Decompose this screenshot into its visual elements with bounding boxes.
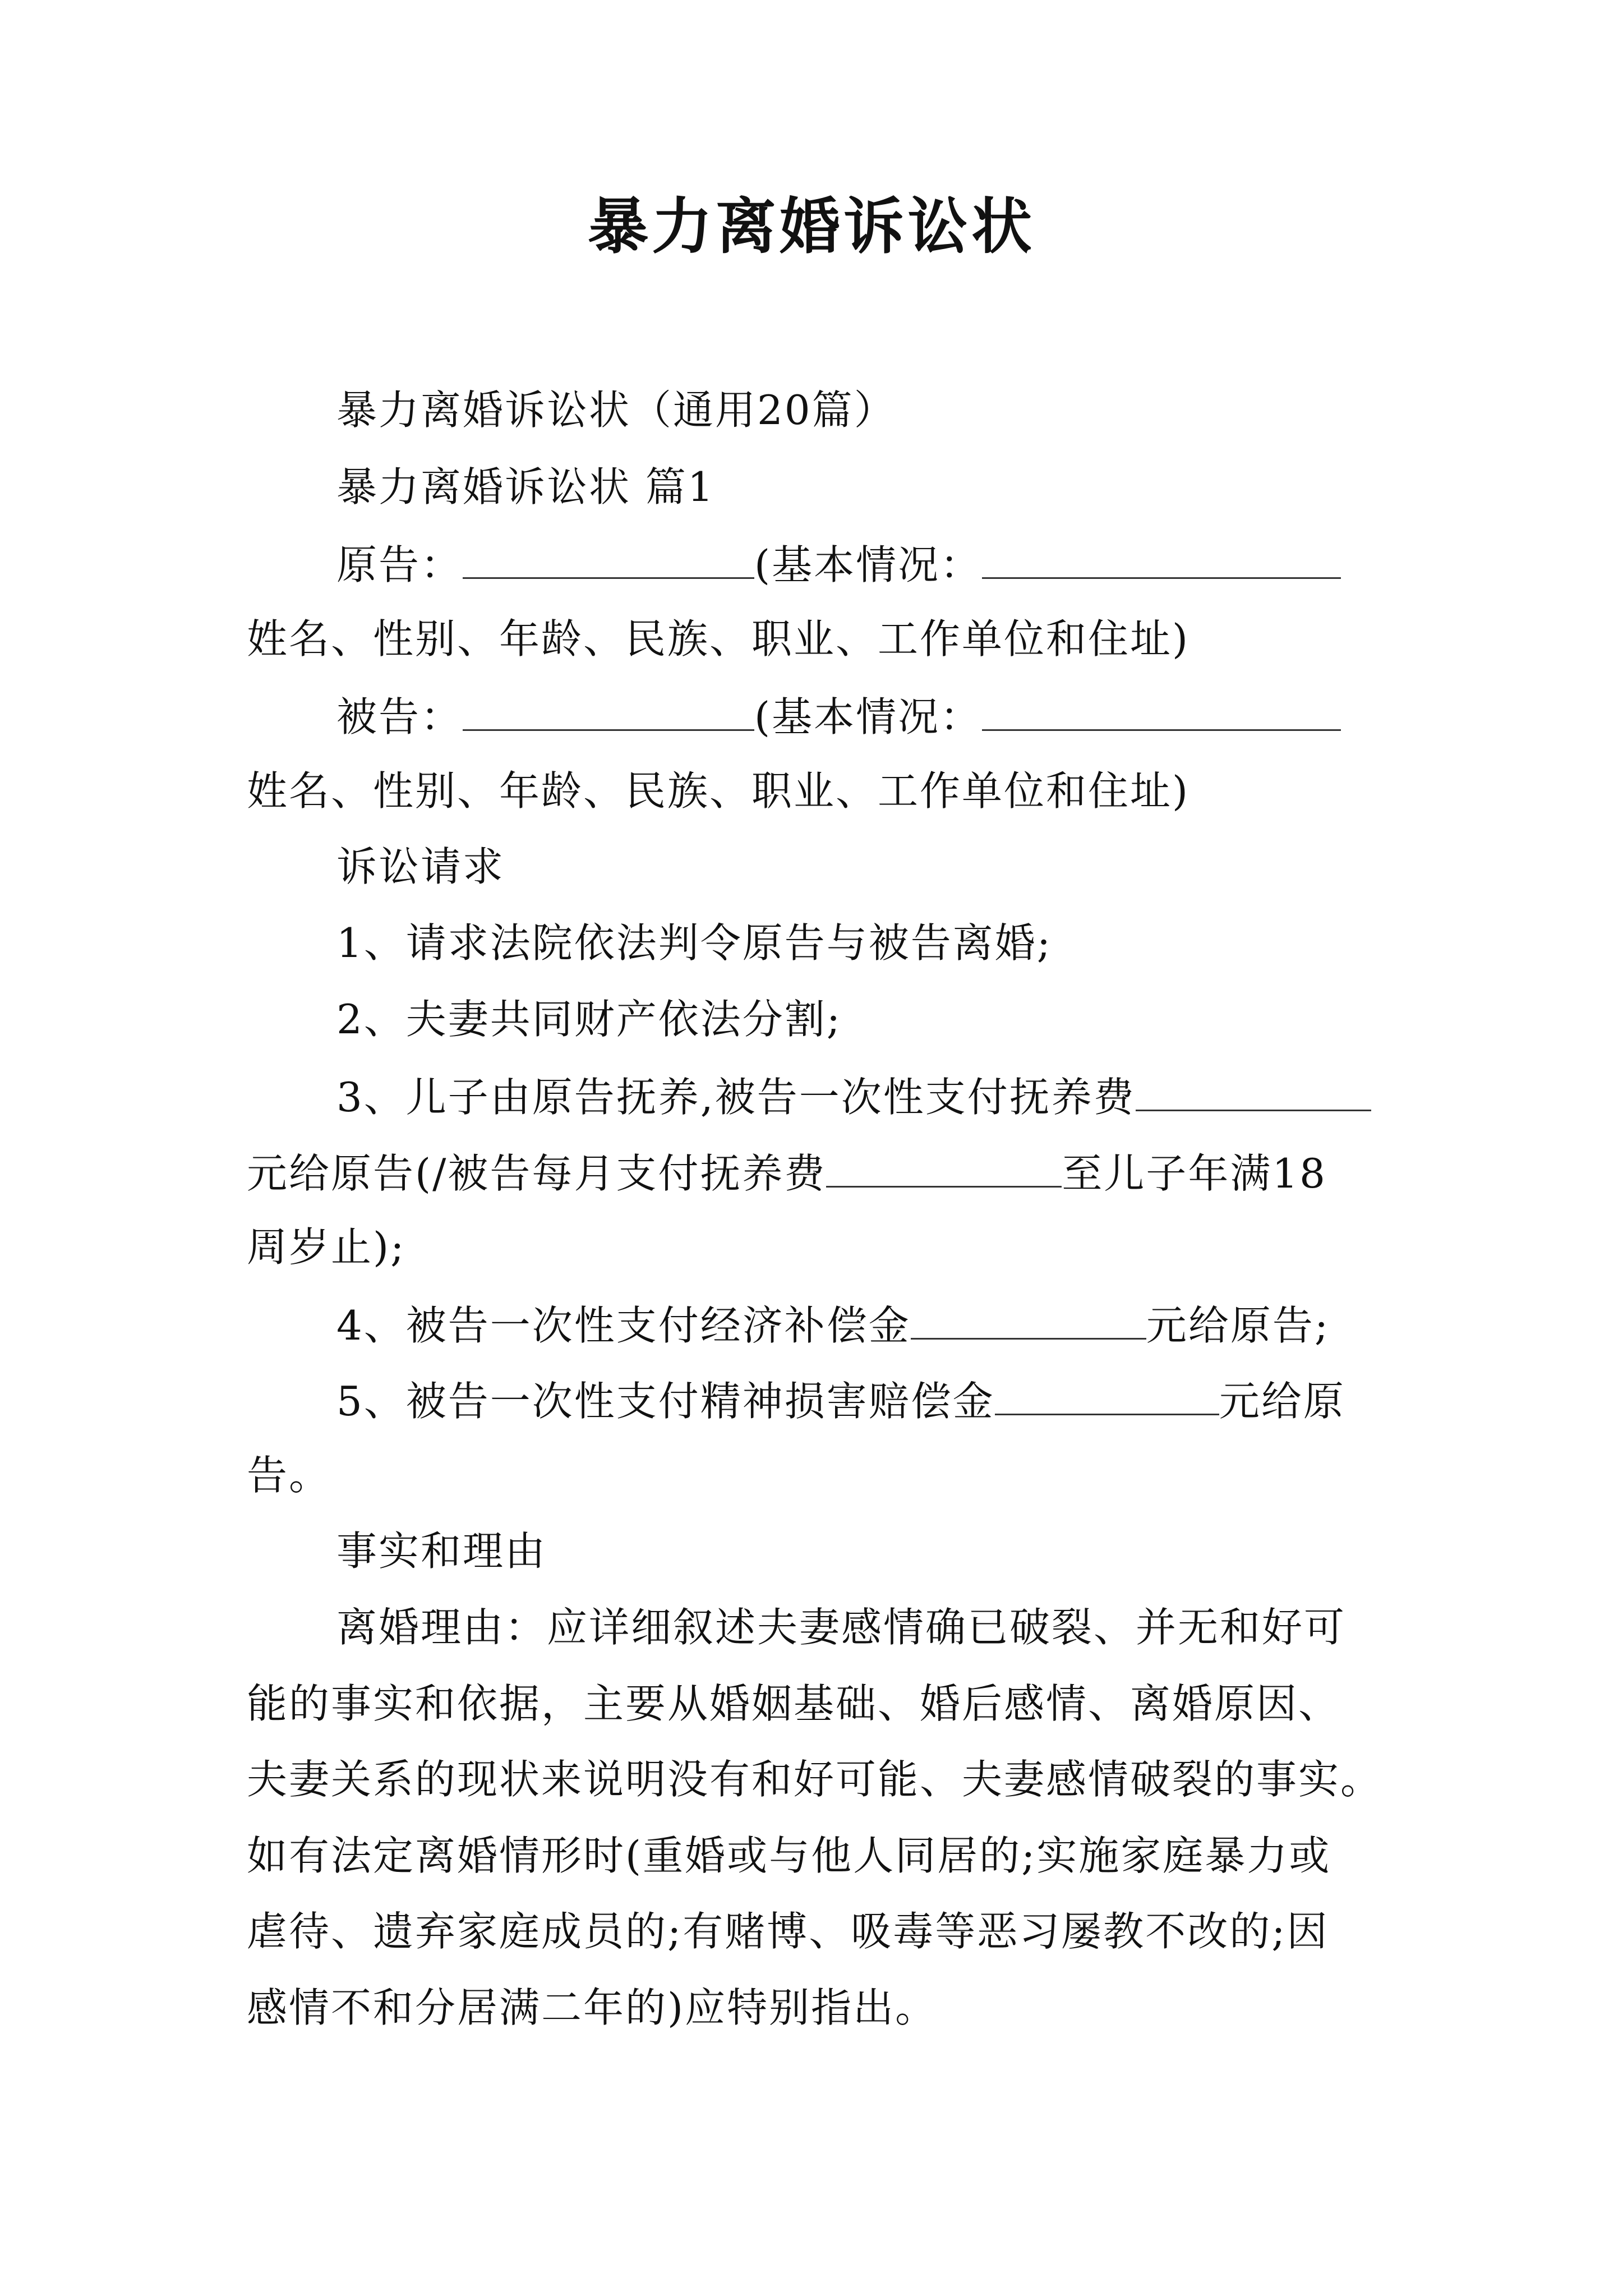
claim-4	[336, 1302, 1330, 1349]
defendant-info-label: (基本情况：	[754, 693, 983, 740]
claim-3-line-1	[336, 1074, 1371, 1121]
plaintiff-info-blank	[982, 542, 1341, 579]
claim-5-line-2: 告。	[247, 1452, 331, 1499]
claim-3-text-3: 至儿子年满18	[1062, 1150, 1327, 1197]
facts-heading: 事实和理由	[336, 1527, 547, 1575]
facts-line-3: 夫妻关系的现状来说明没有和好可能、夫妻感情破裂的事实。	[247, 1756, 1383, 1803]
lump-sum-support-blank	[1136, 1075, 1371, 1111]
claim-3-line-3: 周岁止);	[247, 1223, 406, 1271]
claim-5-text: 5、被告一次性支付精神损害赔偿金	[336, 1378, 995, 1425]
defendant-info-continuation: 姓名、性别、年龄、民族、职业、工作单位和住址)	[247, 767, 1190, 815]
monthly-support-blank	[826, 1151, 1062, 1188]
plaintiff-info-label: (基本情况：	[754, 541, 983, 588]
plaintiff-name-blank	[463, 542, 754, 579]
claim-4-text-2: 元给原告;	[1146, 1302, 1330, 1349]
claim-5-line-1	[336, 1378, 1345, 1425]
defendant-info-blank	[982, 694, 1341, 731]
claim-3-line-2	[247, 1150, 1327, 1197]
claim-1: 1、请求法院依法判令原告与被告离婚;	[336, 919, 1053, 967]
facts-line-4: 如有法定离婚情形时(重婚或与他人同居的;实施家庭暴力或	[247, 1832, 1331, 1879]
document-title: 暴力离婚诉讼状	[587, 191, 1035, 262]
claims-heading: 诉讼请求	[336, 843, 505, 890]
plaintiff-row	[336, 541, 1341, 588]
defendant-row	[336, 693, 1341, 740]
facts-line-2: 能的事实和依据，主要从婚姻基础、婚后感情、离婚原因、	[247, 1680, 1341, 1727]
claim-5-text-2: 元给原	[1219, 1378, 1345, 1425]
defendant-label: 被告：	[336, 693, 463, 740]
facts-line-6: 感情不和分居满二年的)应特别指出。	[247, 1984, 938, 2031]
claim-2: 2、夫妻共同财产依法分割;	[336, 996, 842, 1043]
compensation-blank	[911, 1303, 1146, 1340]
claim-4-text: 4、被告一次性支付经济补偿金	[336, 1302, 911, 1349]
plaintiff-info-continuation: 姓名、性别、年龄、民族、职业、工作单位和住址)	[247, 615, 1190, 662]
document-subtitle: 暴力离婚诉讼状（通用20篇）	[336, 386, 896, 434]
facts-line-5: 虐待、遗弃家庭成员的;有赌博、吸毒等恶习屡教不改的;因	[247, 1908, 1329, 1955]
facts-line-1: 离婚理由：应详细叙述夫妻感情确已破裂、并无和好可	[336, 1604, 1347, 1651]
emotional-damages-blank	[995, 1379, 1219, 1415]
defendant-name-blank	[463, 694, 754, 731]
claim-3-text-2: 元给原告(/被告每月支付抚养费	[247, 1150, 827, 1197]
section-heading: 暴力离婚诉讼状 篇1	[336, 463, 715, 510]
plaintiff-label: 原告：	[336, 541, 463, 588]
claim-3-text: 3、儿子由原告抚养,被告一次性支付抚养费	[336, 1074, 1136, 1121]
